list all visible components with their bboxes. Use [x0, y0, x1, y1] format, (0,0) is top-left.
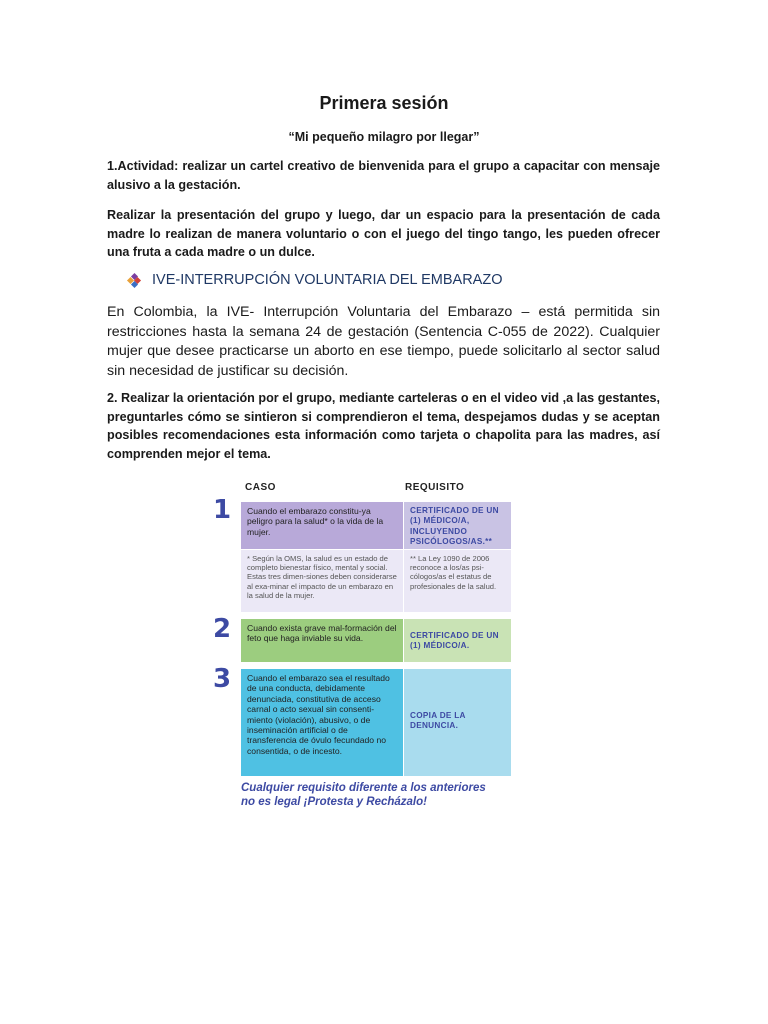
row-2-caso: Cuando exista grave mal-formación del feto que haga inviable su vida.	[241, 619, 403, 662]
footer-line-2: no es legal ¡Protesta y Recházalo!	[241, 796, 427, 808]
presentation-paragraph: Realizar la presentación del grupo y luego, dar un espacio para la presentación de cada madre lo realizan de manera voluntario o con el juego del tingo tango, les pueden ofrecer una fruta a cada madre o un dulce.	[107, 208, 660, 260]
column-header-caso: CASO	[245, 482, 276, 493]
section-heading-text: IVE-INTERRUPCIÓN VOLUNTARIA DEL EMBARAZO	[152, 272, 503, 288]
infographic-footer	[241, 781, 486, 809]
row-1-requisito-note: ** La Ley 1090 de 2006 reconoce a los/as psi-cólogos/as el estatus de profesionales de la salud.	[404, 550, 511, 612]
section-body-paragraph: En Colombia, la IVE- Interrupción Voluntaria del Embarazo – está permitida sin restricciones hasta la semana 24 de gestación (Sentencia C-055 de 2022). Cualquier mujer que desee practicarse un aborto en ese tiempo, puede solicitarlo al sector salud sin necesidad de justificar su decisión.	[107, 304, 660, 379]
column-header-requisito: REQUISITO	[405, 482, 465, 493]
row-number-3: 3	[213, 664, 232, 694]
row-1-requisito: CERTIFICADO DE UN (1) MÉDICO/A, INCLUYENDO PSICÓLOGOS/AS.**	[404, 502, 511, 549]
activity-1-paragraph: 1.Actividad: realizar un cartel creativo de bienvenida para el grupo a capacitar con mensaje alusivo a la gestación.	[107, 159, 660, 192]
row-1-caso: Cuando el embarazo constitu-ya peligro para la salud* o la vida de la mujer.	[241, 502, 403, 549]
row-1-caso-note: * Según la OMS, la salud es un estado de completo bienestar físico, mental y social. Estas tres dimen-siones deben considerarse al exa-minar el impacto de un embarazo en la salud de la mujer.	[241, 550, 403, 612]
page-title: Primera sesión	[319, 93, 449, 113]
row-3-requisito: COPIA DE LA DENUNCIA.	[404, 669, 511, 776]
row-number-1: 1	[213, 495, 232, 525]
bullet-icon	[128, 274, 140, 286]
row-2-requisito: CERTIFICADO DE UN (1) MÉDICO/A.	[404, 619, 511, 662]
footer-line-1: Cualquier requisito diferente a los anteriores	[241, 782, 486, 794]
activity-2-paragraph: 2. Realizar la orientación por el grupo, mediante carteleras o en el video vid ,a las gestantes, preguntarles cómo se sintieron si comprendieron el tema, despejamos dudas y se aceptan posibles recomendaciones esta información como tarjeta o chapolita para las madres, así comprenden mejor el tema.	[107, 391, 660, 461]
page-subtitle: “Mi pequeño milagro por llegar”	[288, 130, 480, 144]
ive-requirements-infographic	[207, 477, 527, 812]
row-number-2: 2	[213, 614, 232, 644]
row-3-caso: Cuando el embarazo sea el resultado de una conducta, debidamente denunciada, constitutiva de acceso carnal o acto sexual sin consenti-miento (violación), abusivo, o de inseminación artificial o de transferencia de óvulo fecundado no consentida, o de incesto.	[241, 669, 403, 776]
section-heading	[128, 272, 502, 288]
